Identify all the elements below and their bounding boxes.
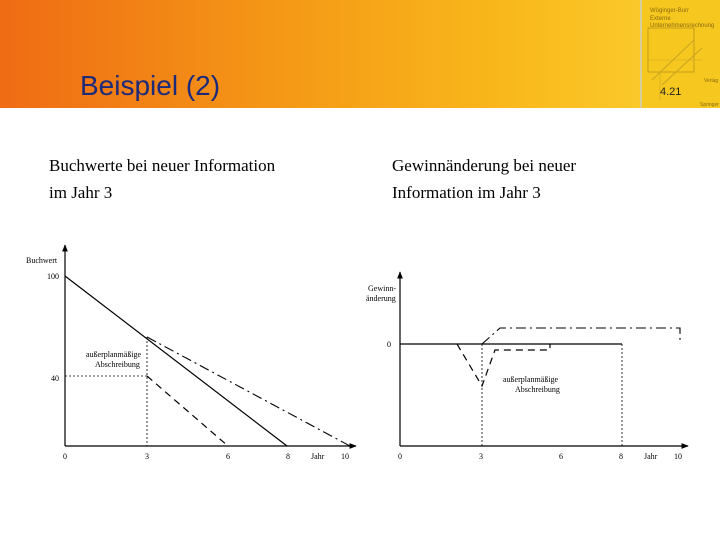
left-y-axis-label: Buchwert: [26, 256, 58, 265]
left-y-tick: 100: [47, 272, 59, 281]
left-x-tick: 3: [145, 452, 149, 461]
right-y-axis-label-line: Gewinn-: [368, 284, 396, 293]
left-annotation-line: außerplanmäßige: [86, 350, 142, 359]
right-annotation-line: außerplanmäßige: [503, 375, 559, 384]
higher-profit-line: [482, 328, 680, 344]
slide-number: 4.21: [660, 86, 682, 98]
right-chart: [366, 272, 688, 461]
slide-title: Beispiel (2): [80, 70, 221, 101]
left-x-tick: 6: [226, 452, 230, 461]
left-x-axis-label: Jahr: [311, 452, 325, 461]
left-x-tick: 8: [286, 452, 290, 461]
left-y-tick: 40: [51, 374, 59, 383]
left-caption: Buchwerte bei neuer Information im Jahr 3: [49, 156, 276, 202]
right-annotation-line: Abschreibung: [515, 385, 560, 394]
book-cover-line: Verlag: [704, 78, 719, 84]
left-annotation-line: Abschreibung: [95, 360, 140, 369]
right-y-axis-label-line: änderung: [366, 294, 396, 303]
book-cover-line: Springer: [700, 102, 719, 108]
right-x-axis-label: Jahr: [644, 452, 658, 461]
right-x-tick: 8: [619, 452, 623, 461]
revised-depreciation-line: [147, 337, 350, 446]
book-cover-line: Unternehmensrechnung: [650, 23, 715, 29]
book-cover-line: Wöginger-Burr: [650, 8, 690, 14]
right-y-tick-zero: 0: [387, 340, 391, 349]
right-x-tick: 6: [559, 452, 563, 461]
left-x-tick: 0: [63, 452, 67, 461]
right-caption: Gewinnänderung bei neuer Information im Jahr 3: [392, 156, 577, 202]
right-x-tick: 0: [398, 452, 402, 461]
book-cover-line: Externe: [650, 16, 671, 22]
left-x-end-tick: 10: [341, 452, 349, 461]
right-x-end-tick: 10: [674, 452, 682, 461]
right-x-tick: 3: [479, 452, 483, 461]
left-chart: [26, 245, 356, 461]
writedown-depreciation-line: [147, 376, 228, 446]
